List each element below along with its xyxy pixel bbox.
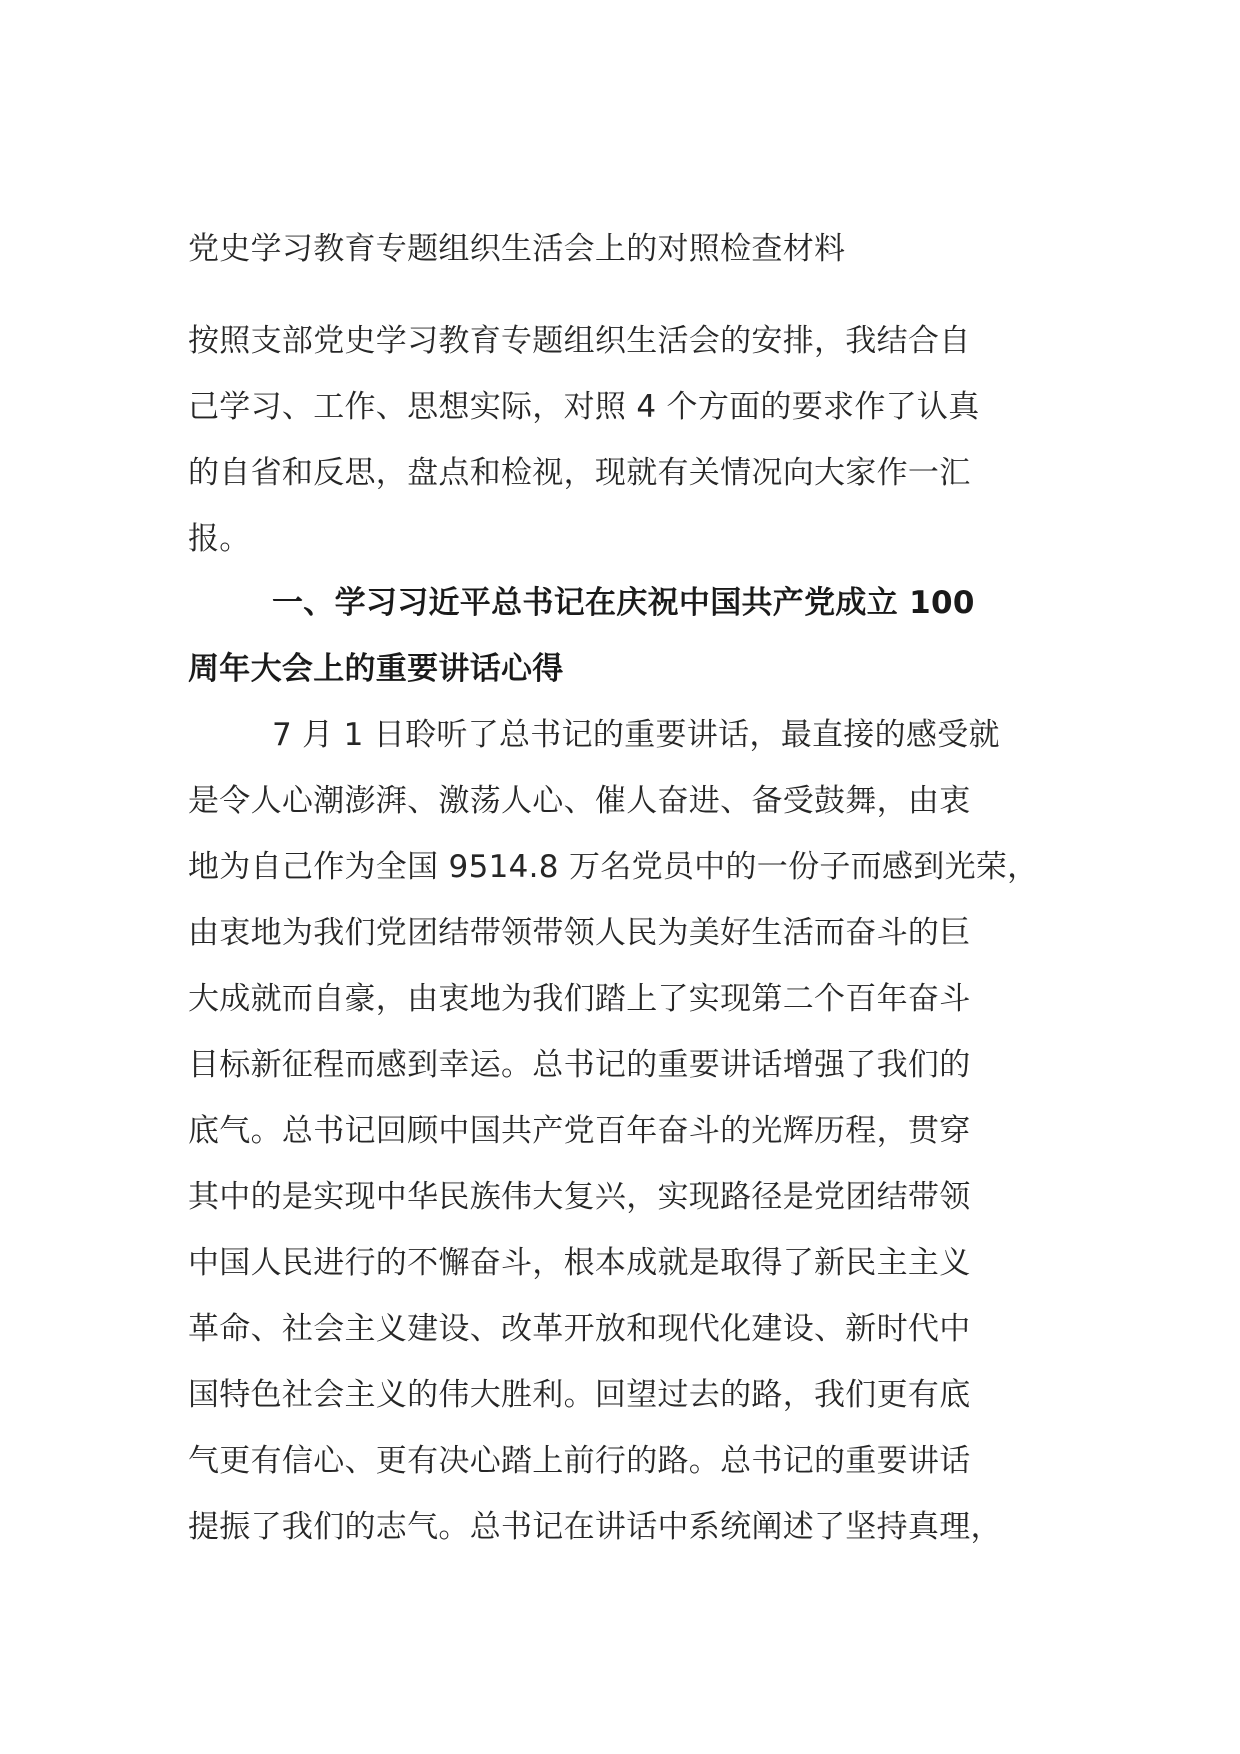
body-line: 气更有信心、更有决心踏上前行的路。总书记的重要讲话 (188, 1443, 971, 1479)
body-line: 是令人心潮澎湃、激荡人心、催人奋进、备受鼓舞，由衷 (188, 783, 971, 819)
section-heading (188, 570, 1088, 702)
body-line: 其中的是实现中华民族伟大复兴，实现路径是党团结带领 (188, 1179, 971, 1215)
intro-line: 报。 (188, 521, 251, 557)
document-title: 党史学习教育专题组织生活会上的对照检查材料 (188, 231, 846, 267)
body-line: 提振了我们的志气。总书记在讲话中系统阐述了坚持真理， (188, 1509, 1002, 1545)
body-line: 中国人民进行的不懈奋斗，根本成就是取得了新民主主义 (188, 1245, 971, 1281)
body-line: 国特色社会主义的伟大胜利。回望过去的路，我们更有底 (188, 1377, 971, 1413)
intro-line: 按照支部党史学习教育专题组织生活会的安排，我结合自 (188, 323, 971, 359)
document-title-block (188, 216, 1088, 282)
body-line: 7 月 1 日聆听了总书记的重要讲话，最直接的感受就 (272, 717, 1000, 753)
body-line: 地为自己作为全国 9514.8 万名党员中的一份子而感到光荣， (188, 849, 1039, 885)
body-line: 革命、社会主义建设、改革开放和现代化建设、新时代中 (188, 1311, 971, 1347)
body-paragraph (188, 702, 1088, 1560)
intro-line: 的自省和反思，盘点和检视，现就有关情况向大家作一汇 (188, 455, 971, 491)
section-heading-line: 一、学习习近平总书记在庆祝中国共产党成立 100 (272, 585, 975, 621)
body-line: 目标新征程而感到幸运。总书记的重要讲话增强了我们的 (188, 1047, 971, 1083)
body-line: 底气。总书记回顾中国共产党百年奋斗的光辉历程，贯穿 (188, 1113, 971, 1149)
intro-paragraph (188, 308, 1088, 572)
section-heading-line: 周年大会上的重要讲话心得 (188, 651, 564, 687)
intro-line: 己学习、工作、思想实际，对照 4 个方面的要求作了认真 (188, 389, 980, 425)
body-line: 由衷地为我们党团结带领带领人民为美好生活而奋斗的巨 (188, 915, 971, 951)
body-line: 大成就而自豪，由衷地为我们踏上了实现第二个百年奋斗 (188, 981, 971, 1017)
